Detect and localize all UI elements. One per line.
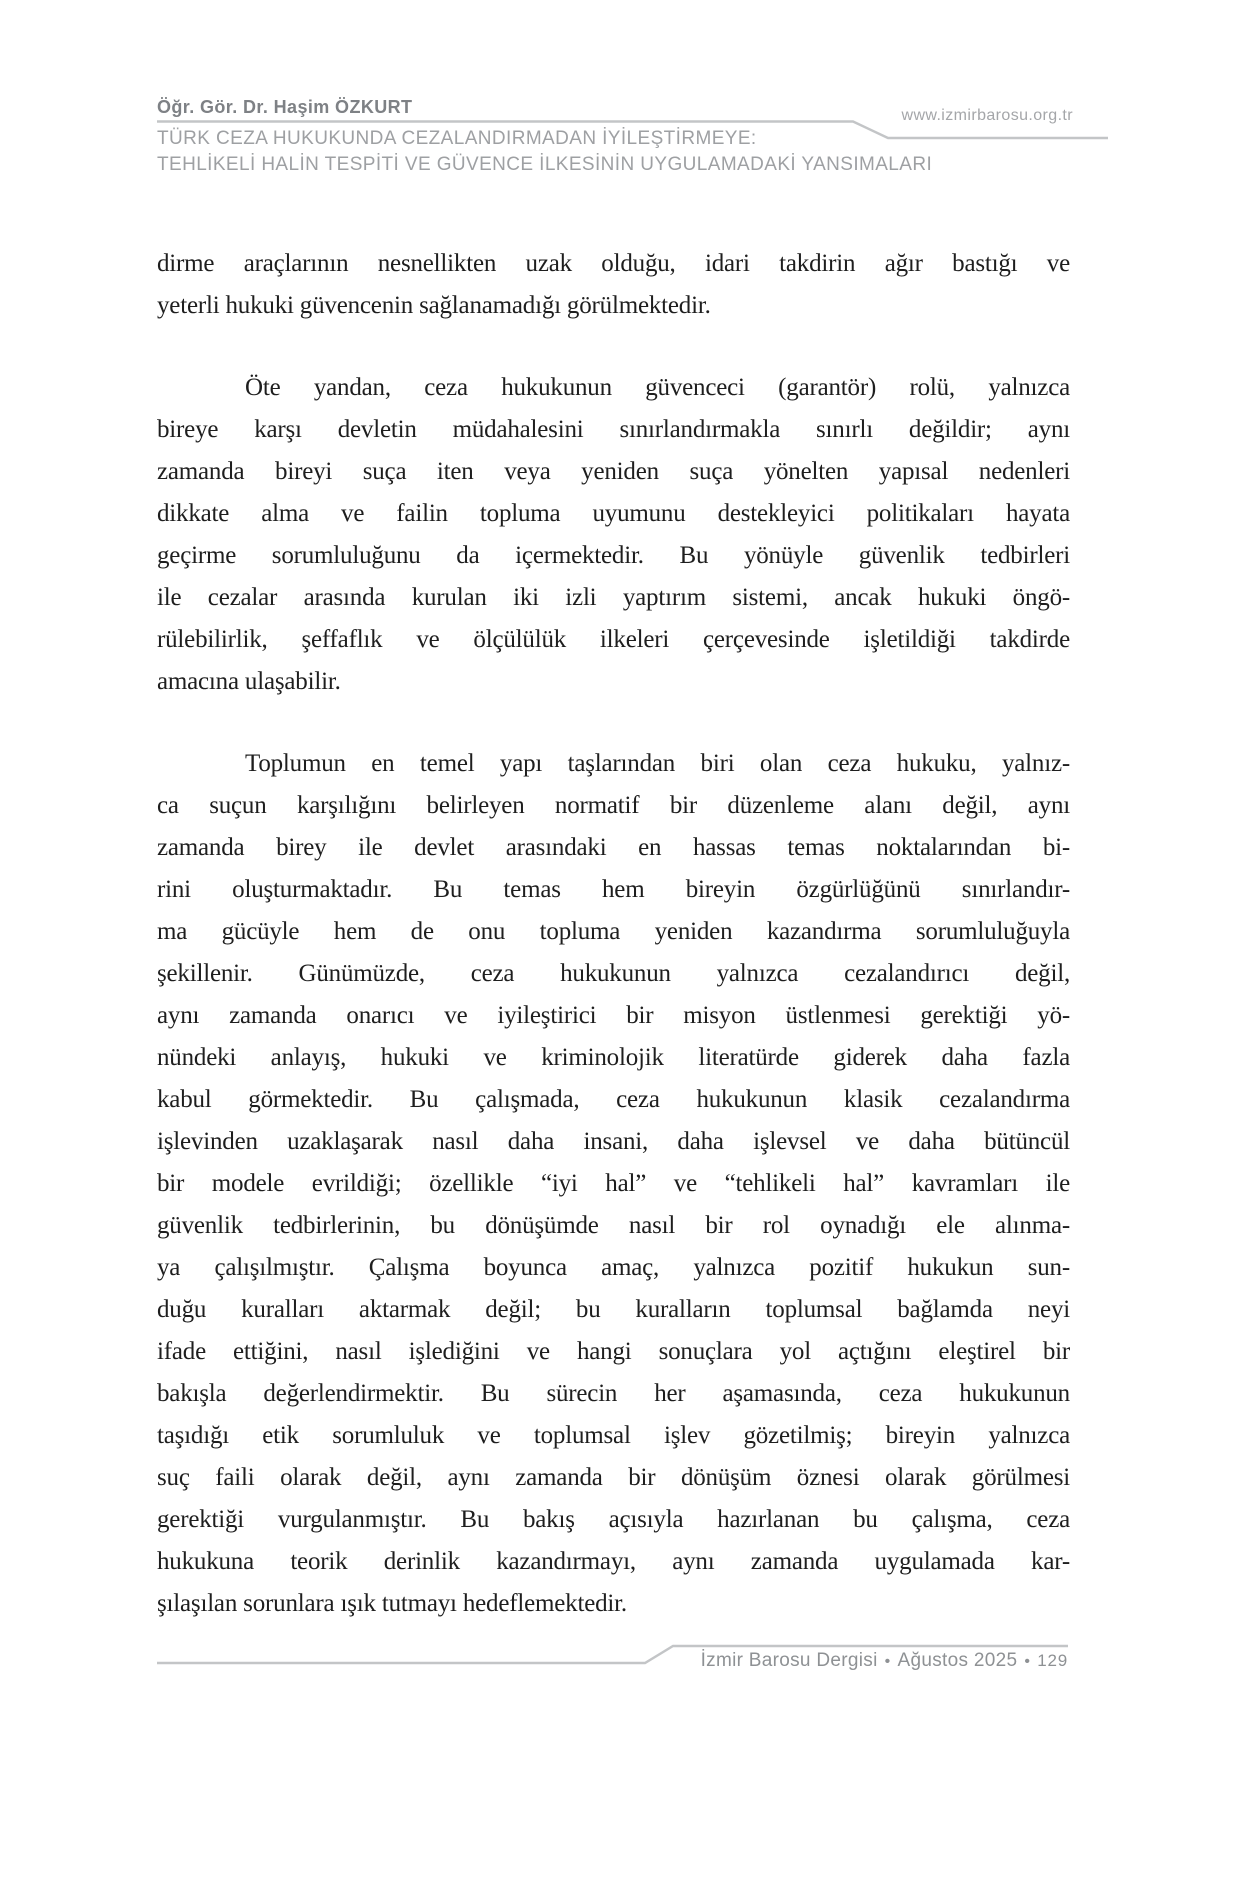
text-line: hukukuna teorik derinlik kazandırmayı, aynı zamanda uygulamada kar- <box>157 1548 1070 1575</box>
text-line: geçirme sorumluluğunu da içermektedir. Bu yönüyle güvenlik tedbirleri <box>157 542 1070 569</box>
text-line: şılaşılan sorunlara ışık tutmayı hedeflemektedir. <box>157 1590 627 1617</box>
text-line: ifade ettiğini, nasıl işlediğini ve hangi sonuçlara yol açtığını eleştirel bir <box>157 1338 1070 1365</box>
text-line: zamanda birey ile devlet arasındaki en hassas temas noktalarından bi- <box>157 834 1070 861</box>
footer-separator: • <box>884 1653 891 1670</box>
text-line: bakışla değerlendirmektir. Bu sürecin her aşamasında, ceza hukukunun <box>157 1380 1070 1407</box>
text-line: rini oluşturmaktadır. Bu temas hem bireyin özgürlüğünü sınırlandır- <box>157 876 1070 903</box>
text-line: dikkate alma ve failin topluma uyumunu destekleyici politikaları hayata <box>157 500 1070 527</box>
text-line: işlevinden uzaklaşarak nasıl daha insani, daha işlevsel ve daha bütüncül <box>157 1128 1070 1155</box>
journal-name: İzmir Barosu Dergisi <box>700 1650 878 1671</box>
text-line: bir modele evrildiği; özellikle “iyi hal” ve “tehlikeli hal” kavramları ile <box>157 1170 1070 1197</box>
text-line: Toplumun en temel yapı taşlarından biri olan ceza hukuku, yalnız- <box>245 750 1070 777</box>
text-line: şekillenir. Günümüzde, ceza hukukunun yalnızca cezalandırıcı değil, <box>157 960 1070 987</box>
text-line: aynı zamanda onarıcı ve iyileştirici bir misyon üstlenmesi gerektiği yö- <box>157 1002 1070 1029</box>
text-line: gerektiği vurgulanmıştır. Bu bakış açısıyla hazırlanan bu çalışma, ceza <box>157 1506 1070 1533</box>
paragraph <box>157 367 1070 703</box>
text-line: ya çalışılmıştır. Çalışma boyunca amaç, yalnızca pozitif hukukun sun- <box>157 1254 1070 1281</box>
text-line: kabul görmektedir. Bu çalışmada, ceza hukukunun klasik cezalandırma <box>157 1086 1070 1113</box>
footer-separator: • <box>1024 1653 1031 1670</box>
paragraph <box>157 243 1070 327</box>
text-line: rülebilirlik, şeffaflık ve ölçülülük ilkeleri çerçevesinde işletildiği takdirde <box>157 626 1070 653</box>
text-line: amacına ulaşabilir. <box>157 668 341 695</box>
journal-website-url: www.izmirbarosu.org.tr <box>901 107 1073 124</box>
text-line: dirme araçlarının nesnellikten uzak olduğu, idari takdirin ağır bastığı ve <box>157 250 1070 277</box>
article-title-line-1: TÜRK CEZA HUKUKUNDA CEZALANDIRMADAN İYİLEŞTİRMEYE: <box>157 128 757 149</box>
article-title-line-2: TEHLİKELİ HALİN TESPİTİ VE GÜVENCE İLKESİNİN UYGULAMADAKİ YANSIMALARI <box>157 154 933 175</box>
text-line: zamanda bireyi suça iten veya yeniden suça yönelten yapısal nedenleri <box>157 458 1070 485</box>
footer-text <box>701 1650 1068 1672</box>
text-line: taşıdığı etik sorumluluk ve toplumsal işlev gözetilmiş; bireyin yalnızca <box>157 1422 1070 1449</box>
text-line: yeterli hukuki güvencenin sağlanamadığı görülmektedir. <box>157 292 711 319</box>
text-line: suç faili olarak değil, aynı zamanda bir dönüşüm öznesi olarak görülmesi <box>157 1464 1070 1491</box>
page-number: 129 <box>1037 1651 1068 1670</box>
text-line: duğu kuralları aktarmak değil; bu kuralların toplumsal bağlamda neyi <box>157 1296 1070 1323</box>
text-line: bireye karşı devletin müdahalesini sınırlandırmakla sınırlı değildir; aynı <box>157 416 1070 443</box>
text-line: güvenlik tedbirlerinin, bu dönüşümde nasıl bir rol oynadığı ele alınma- <box>157 1212 1070 1239</box>
paragraph <box>157 743 1070 1625</box>
text-line: nündeki anlayış, hukuki ve kriminolojik literatürde giderek daha fazla <box>157 1044 1070 1071</box>
author-name: Öğr. Gör. Dr. Haşim ÖZKURT <box>157 97 413 117</box>
text-line: Öte yandan, ceza hukukunun güvenceci (garantör) rolü, yalnızca <box>245 374 1070 401</box>
issue-date: Ağustos 2025 <box>897 1650 1018 1671</box>
text-line: ma gücüyle hem de onu topluma yeniden kazandırma sorumluluğuyla <box>157 918 1070 945</box>
text-line: ile cezalar arasında kurulan iki izli yaptırım sistemi, ancak hukuki öngö- <box>157 584 1070 611</box>
text-line: ca suçun karşılığını belirleyen normatif bir düzenleme alanı değil, aynı <box>157 792 1070 819</box>
article-body <box>157 243 1070 1625</box>
